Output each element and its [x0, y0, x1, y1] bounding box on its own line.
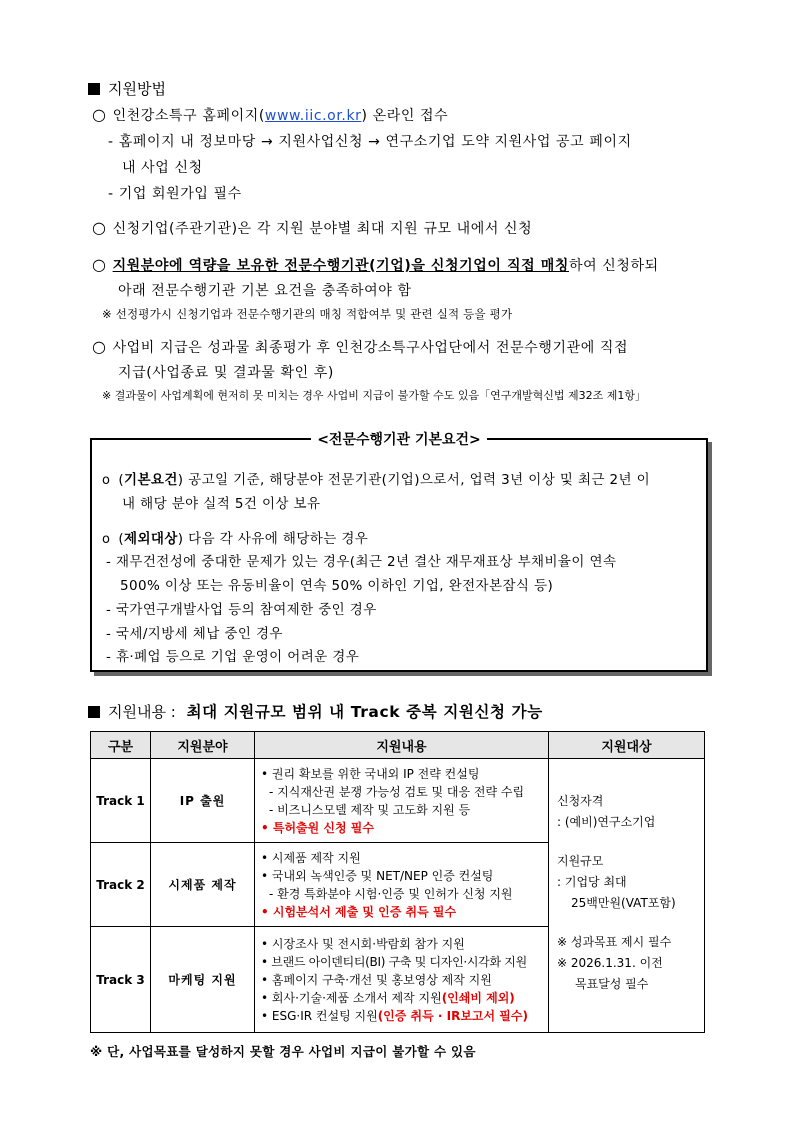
method-item-4-cont: 지급(사업종료 및 결과물 확인 후) — [118, 365, 334, 381]
target-line: ※ 2026.1.31. 이전 — [557, 956, 663, 970]
footnote: ※ 단, 사업목표를 달성하지 못할 경우 사업비 지급이 불가할 수 있음 — [90, 1044, 476, 1059]
content-line: - 지식재산권 분쟁 가능성 검토 및 대응 전략 수립 — [269, 784, 525, 799]
content-cell — [255, 759, 549, 843]
header-cell: 구분 — [91, 732, 151, 759]
method-item-3-note: ※ 선정평가시 신청기업과 전문수행기관의 매칭 적합여부 및 관련 실적 등을 평가 — [102, 307, 513, 321]
content-line: • 홈페이지 구축·개선 및 홍보영상 제작 지원 — [261, 971, 542, 989]
content-line: • ESG·IR 컨설팅 지원(인증 취득 · IR보고서 필수) — [261, 1007, 542, 1025]
track-cell: Track 2 — [91, 843, 151, 927]
circle-bullet-icon: ○ — [92, 218, 107, 237]
content-heading: 지원내용 : 최대 지원규모 범위 내 Track 중복 지원신청 가능 — [88, 700, 543, 722]
header-cell: 지원분야 — [151, 732, 255, 759]
ring-bullet-icon: o — [102, 532, 111, 547]
field-cell: 시제품 제작 — [151, 843, 255, 927]
content-line: • 권리 확보를 위한 국내외 IP 전략 컨설팅 — [261, 765, 542, 783]
circle-bullet-icon: ○ — [92, 105, 107, 124]
circle-bullet-icon: ○ — [92, 337, 107, 356]
track-table — [90, 731, 705, 1033]
target-line: 25백만원(VAT포함) — [571, 896, 676, 910]
homepage-link[interactable]: www.iic.or.kr — [264, 108, 362, 124]
ring-bullet-icon: o — [102, 473, 111, 488]
method-item-1: ○ 인천강소특구 홈페이지(www.iic.or.kr) 온라인 접수 — [92, 105, 449, 124]
content-line: - 비즈니스모델 제작 및 고도화 지원 등 — [269, 802, 471, 817]
exclusion-item-cont: 500% 이상 또는 유동비율이 연속 50% 이하인 기업, 완전자본잠식 등) — [120, 578, 554, 594]
content-line: • 회사·기술·제품 소개서 제작 지원(인쇄비 제외) — [261, 989, 542, 1007]
header-cell: 지원내용 — [255, 732, 549, 759]
content-line: - 환경 특화분야 시험·인증 및 인허가 신청 지원 — [269, 886, 513, 901]
content-heading-emphasis: 최대 지원규모 범위 내 Track 중복 지원신청 가능 — [186, 703, 543, 721]
method-item-3-cont: 아래 전문수행기관 기본 요건을 충족하여야 함 — [118, 283, 412, 299]
method-item-2: ○ 신청기업(주관기관)은 각 지원 분야별 최대 지원 규모 내에서 신청 — [92, 218, 533, 237]
square-bullet-icon — [88, 83, 100, 95]
method-item-1-sub-1: - 홈페이지 내 정보마당 → 지원사업신청 → 연구소기업 도약 지원사업 공고 페이지 — [108, 134, 632, 150]
requirements-title: <전문수행기관 기본요건> — [311, 432, 487, 448]
method-item-3: ○ 지원분야에 역량을 보유한 전문수행기관(기업)을 신청기업이 직접 매칭하여 신청하되 — [92, 255, 659, 274]
target-line: ※ 성과목표 제시 필수 — [557, 935, 672, 949]
track-cell: Track 3 — [91, 927, 151, 1033]
requirements-basic-cont: 내 해당 분야 실적 5건 이상 보유 — [122, 496, 321, 512]
target-line: 목표달성 필수 — [575, 977, 649, 991]
square-bullet-icon — [88, 706, 100, 718]
method-item-1-sub-1-cont: 내 사업 신청 — [122, 160, 203, 176]
exclusion-item: - 국가연구개발사업 등의 참여제한 중인 경우 — [106, 602, 377, 618]
target-line: 지원규모 — [557, 854, 604, 868]
method-item-1-sub-2: - 기업 회원가입 필수 — [108, 186, 242, 202]
track-cell: Track 1 — [91, 759, 151, 843]
method-item-4-note: ※ 결과물이 사업계획에 현저히 못 미치는 경우 사업비 지급이 불가할 수도 있음「연구개발혁신법 제32조 제1항」 — [102, 389, 646, 402]
requirements-basic: o (기본요건) 공고일 기준, 해당분야 전문기관(기업)으로서, 업력 3년 이상 및 최근 2년 이 — [102, 472, 651, 488]
field-cell: IP 출원 — [151, 759, 255, 843]
field-cell: 마케팅 지원 — [151, 927, 255, 1033]
content-cell — [255, 927, 549, 1033]
method-item-4: ○ 사업비 지급은 성과물 최종평가 후 인천강소특구사업단에서 전문수행기관에 직접 — [92, 337, 629, 356]
content-line: • 시장조사 및 전시회·박람회 참가 지원 — [261, 935, 542, 953]
content-line: • 브랜드 아이덴티티(BI) 구축 및 디자인·시각화 지원 — [261, 953, 542, 971]
target-cell — [549, 759, 705, 1033]
target-line: : (예비)연구소기업 — [557, 815, 656, 829]
requirements-exclusion: o (제외대상) 다음 각 사유에 해당하는 경우 — [102, 531, 369, 547]
target-line: 신청자격 — [557, 794, 604, 808]
target-line: : 기업당 최대 — [557, 875, 627, 889]
content-line-required: • 시험분석서 제출 및 인증 취득 필수 — [261, 903, 542, 921]
content-line-required: • 특허출원 신청 필수 — [261, 819, 542, 837]
header-cell: 지원대상 — [549, 732, 705, 759]
content-line: • 국내외 녹색인증 및 NET/NEP 인증 컨설팅 — [261, 867, 542, 885]
content-cell — [255, 843, 549, 927]
method-heading: 지원방법 — [88, 78, 166, 99]
requirements-box — [90, 432, 708, 672]
exclusion-item: - 휴·폐업 등으로 기업 운영이 어려운 경우 — [106, 649, 360, 665]
circle-bullet-icon: ○ — [92, 255, 107, 274]
exclusion-item: - 국세/지방세 체납 중인 경우 — [106, 626, 283, 642]
content-line: • 시제품 제작 지원 — [261, 849, 542, 867]
table-row — [91, 759, 705, 843]
table-header-row — [91, 732, 705, 759]
exclusion-item: - 재무건전성에 중대한 문제가 있는 경우(최근 2년 결산 재무재표상 부채비율이 연속 — [106, 554, 617, 570]
